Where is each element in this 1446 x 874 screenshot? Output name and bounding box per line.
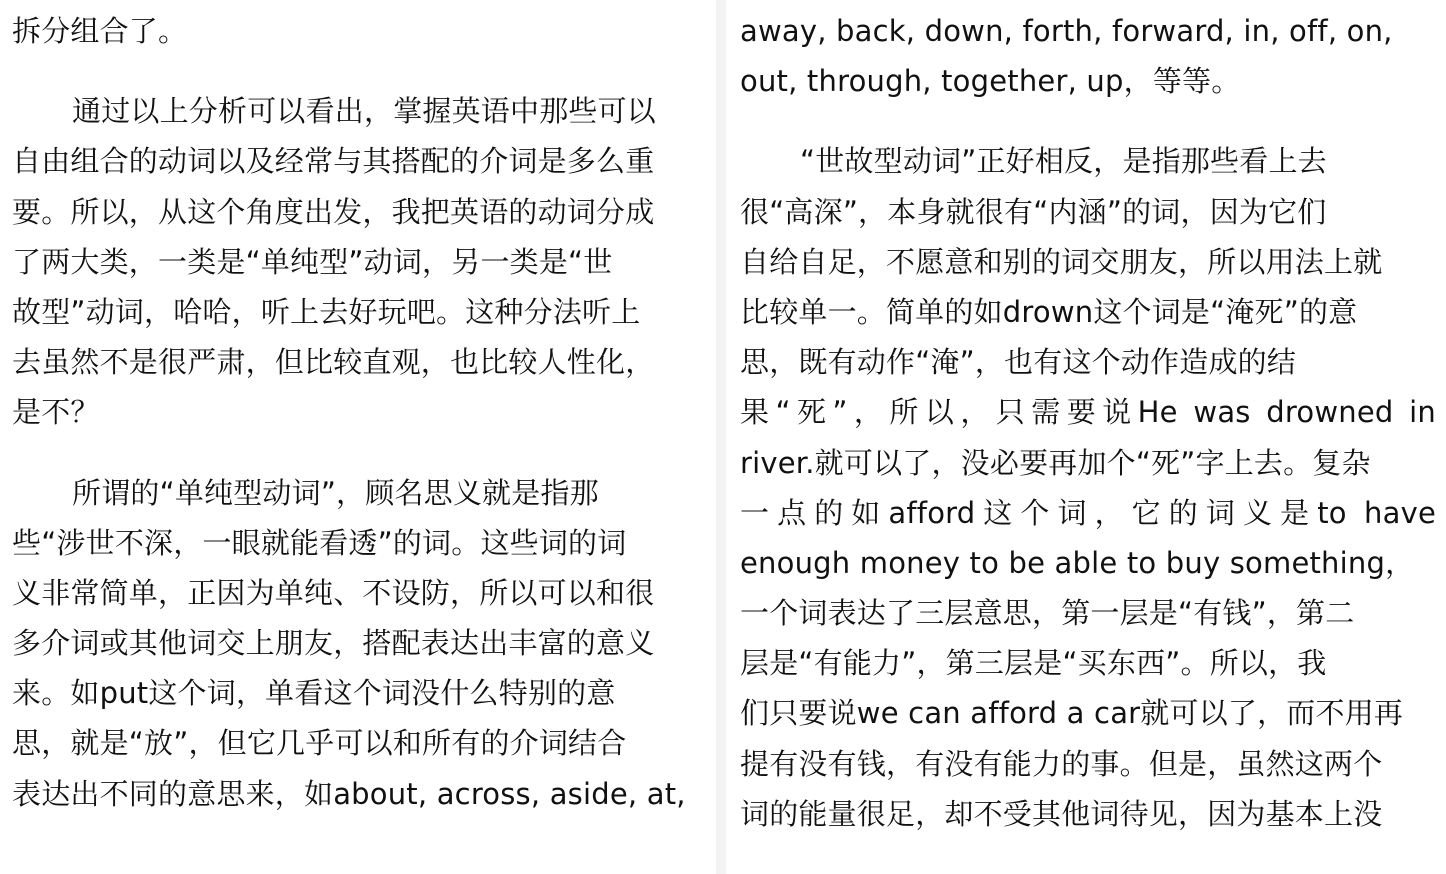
text-line: 义非常简单，正因为单纯、不设防，所以可以和很 <box>12 575 655 610</box>
text-line: 所谓的“单纯型动词”，顾名思义就是指那 <box>72 475 599 510</box>
text-line: “世故型动词”正好相反，是指那些看上去 <box>800 144 1327 179</box>
text-line: river.就可以了，没必要再加个“死”字上去。复杂 <box>740 445 1371 480</box>
text-line: 表达出不同的意思来，如about, across, aside, at, <box>12 776 686 811</box>
paragraph-gap <box>12 438 706 468</box>
column-divider <box>716 0 726 874</box>
text-line: 来。如put这个词，单看这个词没什么特别的意 <box>12 676 616 711</box>
text-line: out, through, together, up，等等。 <box>740 64 1241 99</box>
text-line: away, back, down, forth, forward, in, off, on, <box>740 14 1393 48</box>
text-line: 思，就是“放”，但它几乎可以和所有的介词结合 <box>12 726 627 761</box>
text-line: 思，既有动作“淹”，也有这个动作造成的结 <box>740 345 1297 380</box>
right-column <box>726 0 1446 874</box>
text-line: 自给自足，不愿意和别的词交朋友，所以用法上就 <box>740 244 1383 279</box>
text-line: 了两大类，一类是“单纯型”动词，另一类是“世 <box>12 244 613 279</box>
text-line: 些“涉世不深，一眼就能看透”的词。这些词的词 <box>12 525 627 560</box>
text-line: enough money to be able to buy something， <box>740 545 1415 580</box>
text-line: 故型”动词，哈哈，听上去好玩吧。这种分法听上 <box>12 294 641 329</box>
text-line: 很“高深”，本身就很有“内涵”的词，因为它们 <box>740 194 1327 229</box>
paragraph-gap <box>740 106 1436 136</box>
text-line: 一个词表达了三层意思，第一层是“有钱”，第二 <box>740 596 1355 631</box>
left-column <box>0 0 716 874</box>
text-line: 一点的如afford这个词，它的词义是to have <box>740 495 1436 530</box>
text-line: 们只要说we can afford a car就可以了，而不用再 <box>740 696 1404 731</box>
text-line: 拆分组合了。 <box>12 14 188 48</box>
text-line: 是不？ <box>12 395 100 430</box>
text-line: 要。所以，从这个角度出发，我把英语的动词分成 <box>12 194 655 229</box>
text-line: 通过以上分析可以看出，掌握英语中那些可以 <box>72 94 657 129</box>
text-line: 去虽然不是很严肃，但比较直观，也比较人性化， <box>12 345 655 380</box>
text-line: 果“死”，所以，只需要说He was drowned in <box>740 395 1436 430</box>
text-line: 词的能量很足，却不受其他词待见，因为基本上没 <box>740 796 1383 831</box>
text-line: 自由组合的动词以及经常与其搭配的介词是多么重 <box>12 144 655 179</box>
text-line: 提有没有钱，有没有能力的事。但是，虽然这两个 <box>740 746 1383 781</box>
paragraph-gap <box>12 56 706 86</box>
text-line: 层是“有能力”，第三层是“买东西”。所以，我 <box>740 646 1327 681</box>
text-line: 比较单一。简单的如drown这个词是“淹死”的意 <box>740 294 1358 329</box>
text-line: 多介词或其他词交上朋友，搭配表达出丰富的意义 <box>12 626 655 661</box>
